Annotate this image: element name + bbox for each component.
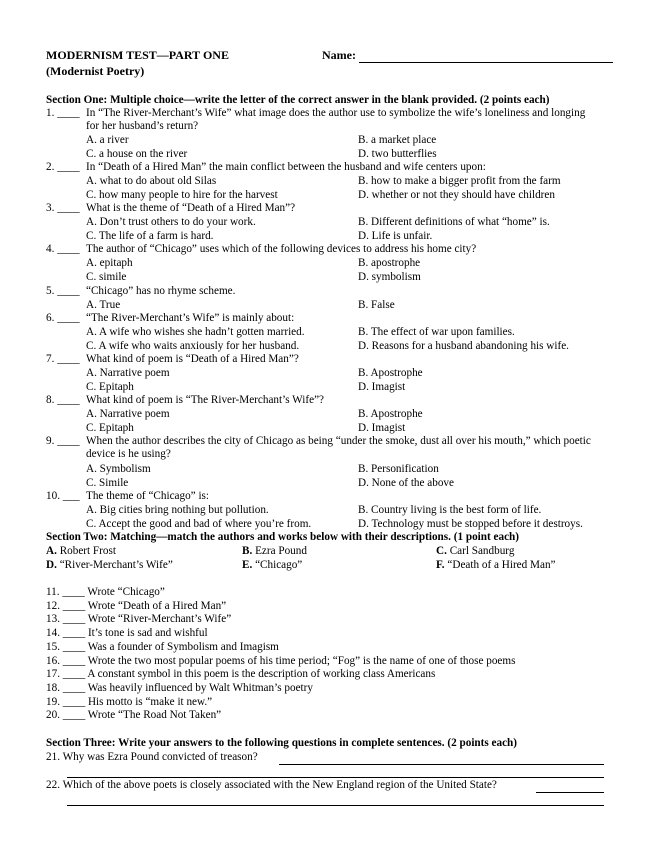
answer-line-21[interactable] bbox=[279, 764, 604, 765]
option-b: B. a market place bbox=[358, 134, 437, 146]
option-d: D. Technology must be stopped before it destroys. bbox=[358, 518, 583, 530]
option-a: A. Narrative poem bbox=[86, 408, 170, 420]
option-c: C. Accept the good and bad of where you’re from. bbox=[86, 518, 312, 530]
answer-line-21b[interactable] bbox=[67, 777, 604, 778]
match-choice-a: A. Robert Frost bbox=[46, 545, 116, 557]
match-choice-f: F. “Death of a Hired Man” bbox=[436, 559, 556, 571]
option-d: D. Life is unfair. bbox=[358, 230, 433, 242]
option-c: C. simile bbox=[86, 271, 127, 283]
option-a: A. True bbox=[86, 299, 121, 311]
question-text: What kind of poem is “Death of a Hired Man”? bbox=[86, 353, 299, 365]
match-item-20[interactable]: 20. ____ Wrote “The Road Not Taken” bbox=[46, 709, 222, 721]
section-two-heading: Section Two: Matching—match the authors and works below with their descriptions. (1 point each) bbox=[46, 531, 519, 543]
option-a: A. epitaph bbox=[86, 257, 133, 269]
question-number[interactable]: 5. ____ bbox=[46, 285, 80, 297]
match-item-19[interactable]: 19. ____ His motto is “make it new.” bbox=[46, 696, 213, 708]
option-c: C. Epitaph bbox=[86, 422, 134, 434]
section-one-heading: Section One: Multiple choice—write the letter of the correct answer in the blank provided. (2 points each) bbox=[46, 94, 550, 106]
match-item-16[interactable]: 16. ____ Wrote the two most popular poems of his time period; “Fog” is the name of one of those poems bbox=[46, 655, 516, 667]
match-item-18[interactable]: 18. ____ Was heavily influenced by Walt Whitman’s poetry bbox=[46, 682, 313, 694]
match-item-13[interactable]: 13. ____ Wrote “River-Merchant’s Wife” bbox=[46, 613, 232, 625]
question-text: “The River-Merchant’s Wife” is mainly about: bbox=[86, 312, 295, 324]
option-a: A. A wife who wishes she hadn’t gotten married. bbox=[86, 326, 305, 338]
question-number[interactable]: 3. ____ bbox=[46, 202, 80, 214]
option-d: D. Reasons for a husband abandoning his wife. bbox=[358, 340, 569, 352]
name-label: Name: bbox=[322, 48, 356, 62]
name-field[interactable] bbox=[359, 62, 613, 63]
match-choice-d: D. “River-Merchant’s Wife” bbox=[46, 559, 173, 571]
option-c: C. Simile bbox=[86, 477, 129, 489]
question-number[interactable]: 9. ____ bbox=[46, 435, 80, 447]
option-b: B. Country living is the best form of life. bbox=[358, 504, 542, 516]
option-a: A. what to do about old Silas bbox=[86, 175, 217, 187]
option-b: B. False bbox=[358, 299, 395, 311]
option-b: B. apostrophe bbox=[358, 257, 421, 269]
option-d: D. two butterflies bbox=[358, 148, 437, 160]
question-number[interactable]: 6. ____ bbox=[46, 312, 80, 324]
question-text: When the author describes the city of Chicago as being “under the smoke, dust all over his mouth,” which poetic device is he using? bbox=[86, 435, 591, 460]
option-b: B. Different definitions of what “home” is. bbox=[358, 216, 550, 228]
option-b: B. The effect of war upon families. bbox=[358, 326, 515, 338]
question-number[interactable]: 1. ____ bbox=[46, 107, 80, 119]
question-number[interactable]: 2. ____ bbox=[46, 161, 80, 173]
option-d: D. None of the above bbox=[358, 477, 454, 489]
option-a: A. Symbolism bbox=[86, 463, 151, 475]
question-text: The theme of “Chicago” is: bbox=[86, 490, 210, 502]
match-choice-c: C. Carl Sandburg bbox=[436, 545, 515, 557]
option-a: A. a river bbox=[86, 134, 129, 146]
option-b: B. Apostrophe bbox=[358, 367, 423, 379]
option-c: C. The life of a farm is hard. bbox=[86, 230, 214, 242]
question-number[interactable]: 7. ____ bbox=[46, 353, 80, 365]
match-item-12[interactable]: 12. ____ Wrote “Death of a Hired Man” bbox=[46, 600, 227, 612]
match-item-14[interactable]: 14. ____ It’s tone is sad and wishful bbox=[46, 627, 208, 639]
question-text: In “Death of a Hired Man” the main conflict between the husband and wife centers upon: bbox=[86, 161, 486, 173]
option-b: B. Apostrophe bbox=[358, 408, 423, 420]
option-a: A. Narrative poem bbox=[86, 367, 170, 379]
option-d: D. Imagist bbox=[358, 422, 406, 434]
question-number[interactable]: 8. ____ bbox=[46, 394, 80, 406]
match-item-17[interactable]: 17. ____ A constant symbol in this poem is the description of working class Americans bbox=[46, 668, 436, 680]
option-b: B. Personification bbox=[358, 463, 439, 475]
answer-line-22[interactable] bbox=[536, 792, 604, 793]
question-text: What is the theme of “Death of a Hired Man”? bbox=[86, 202, 296, 214]
page-title: MODERNISM TEST—PART ONE bbox=[46, 48, 229, 62]
question-text: In “The River-Merchant’s Wife” what image does the author use to symbolize the wife’s loneliness and longing for her husband’s return? bbox=[86, 107, 586, 132]
section-three-heading: Section Three: Write your answers to the following questions in complete sentences. (2 points each) bbox=[46, 737, 517, 749]
option-a: A. Don’t trust others to do your work. bbox=[86, 216, 256, 228]
match-item-11[interactable]: 11. ____ Wrote “Chicago” bbox=[46, 586, 165, 598]
question-21: 21. Why was Ezra Pound convicted of treason? bbox=[46, 751, 258, 763]
answer-line-22b[interactable] bbox=[67, 805, 604, 806]
page-subtitle: (Modernist Poetry) bbox=[46, 64, 145, 78]
match-item-15[interactable]: 15. ____ Was a founder of Symbolism and Imagism bbox=[46, 641, 279, 653]
option-c: C. how many people to hire for the harvest bbox=[86, 189, 278, 201]
option-c: C. A wife who waits anxiously for her husband. bbox=[86, 340, 300, 352]
option-a: A. Big cities bring nothing but pollution. bbox=[86, 504, 269, 516]
option-d: D. whether or not they should have children bbox=[358, 189, 555, 201]
question-text: The author of “Chicago” uses which of the following devices to address his home city? bbox=[86, 243, 477, 255]
option-d: D. Imagist bbox=[358, 381, 406, 393]
option-c: C. Epitaph bbox=[86, 381, 134, 393]
question-number[interactable]: 4. ____ bbox=[46, 243, 80, 255]
question-22: 22. Which of the above poets is closely associated with the New England region of the United State? bbox=[46, 779, 497, 791]
question-text: What kind of poem is “The River-Merchant’s Wife”? bbox=[86, 394, 325, 406]
question-number[interactable]: 10. ___ bbox=[46, 490, 80, 502]
option-d: D. symbolism bbox=[358, 271, 421, 283]
option-c: C. a house on the river bbox=[86, 148, 188, 160]
match-choice-b: B. Ezra Pound bbox=[242, 545, 307, 557]
question-text: “Chicago” has no rhyme scheme. bbox=[86, 285, 236, 297]
option-b: B. how to make a bigger profit from the farm bbox=[358, 175, 561, 187]
match-choice-e: E. “Chicago” bbox=[242, 559, 303, 571]
